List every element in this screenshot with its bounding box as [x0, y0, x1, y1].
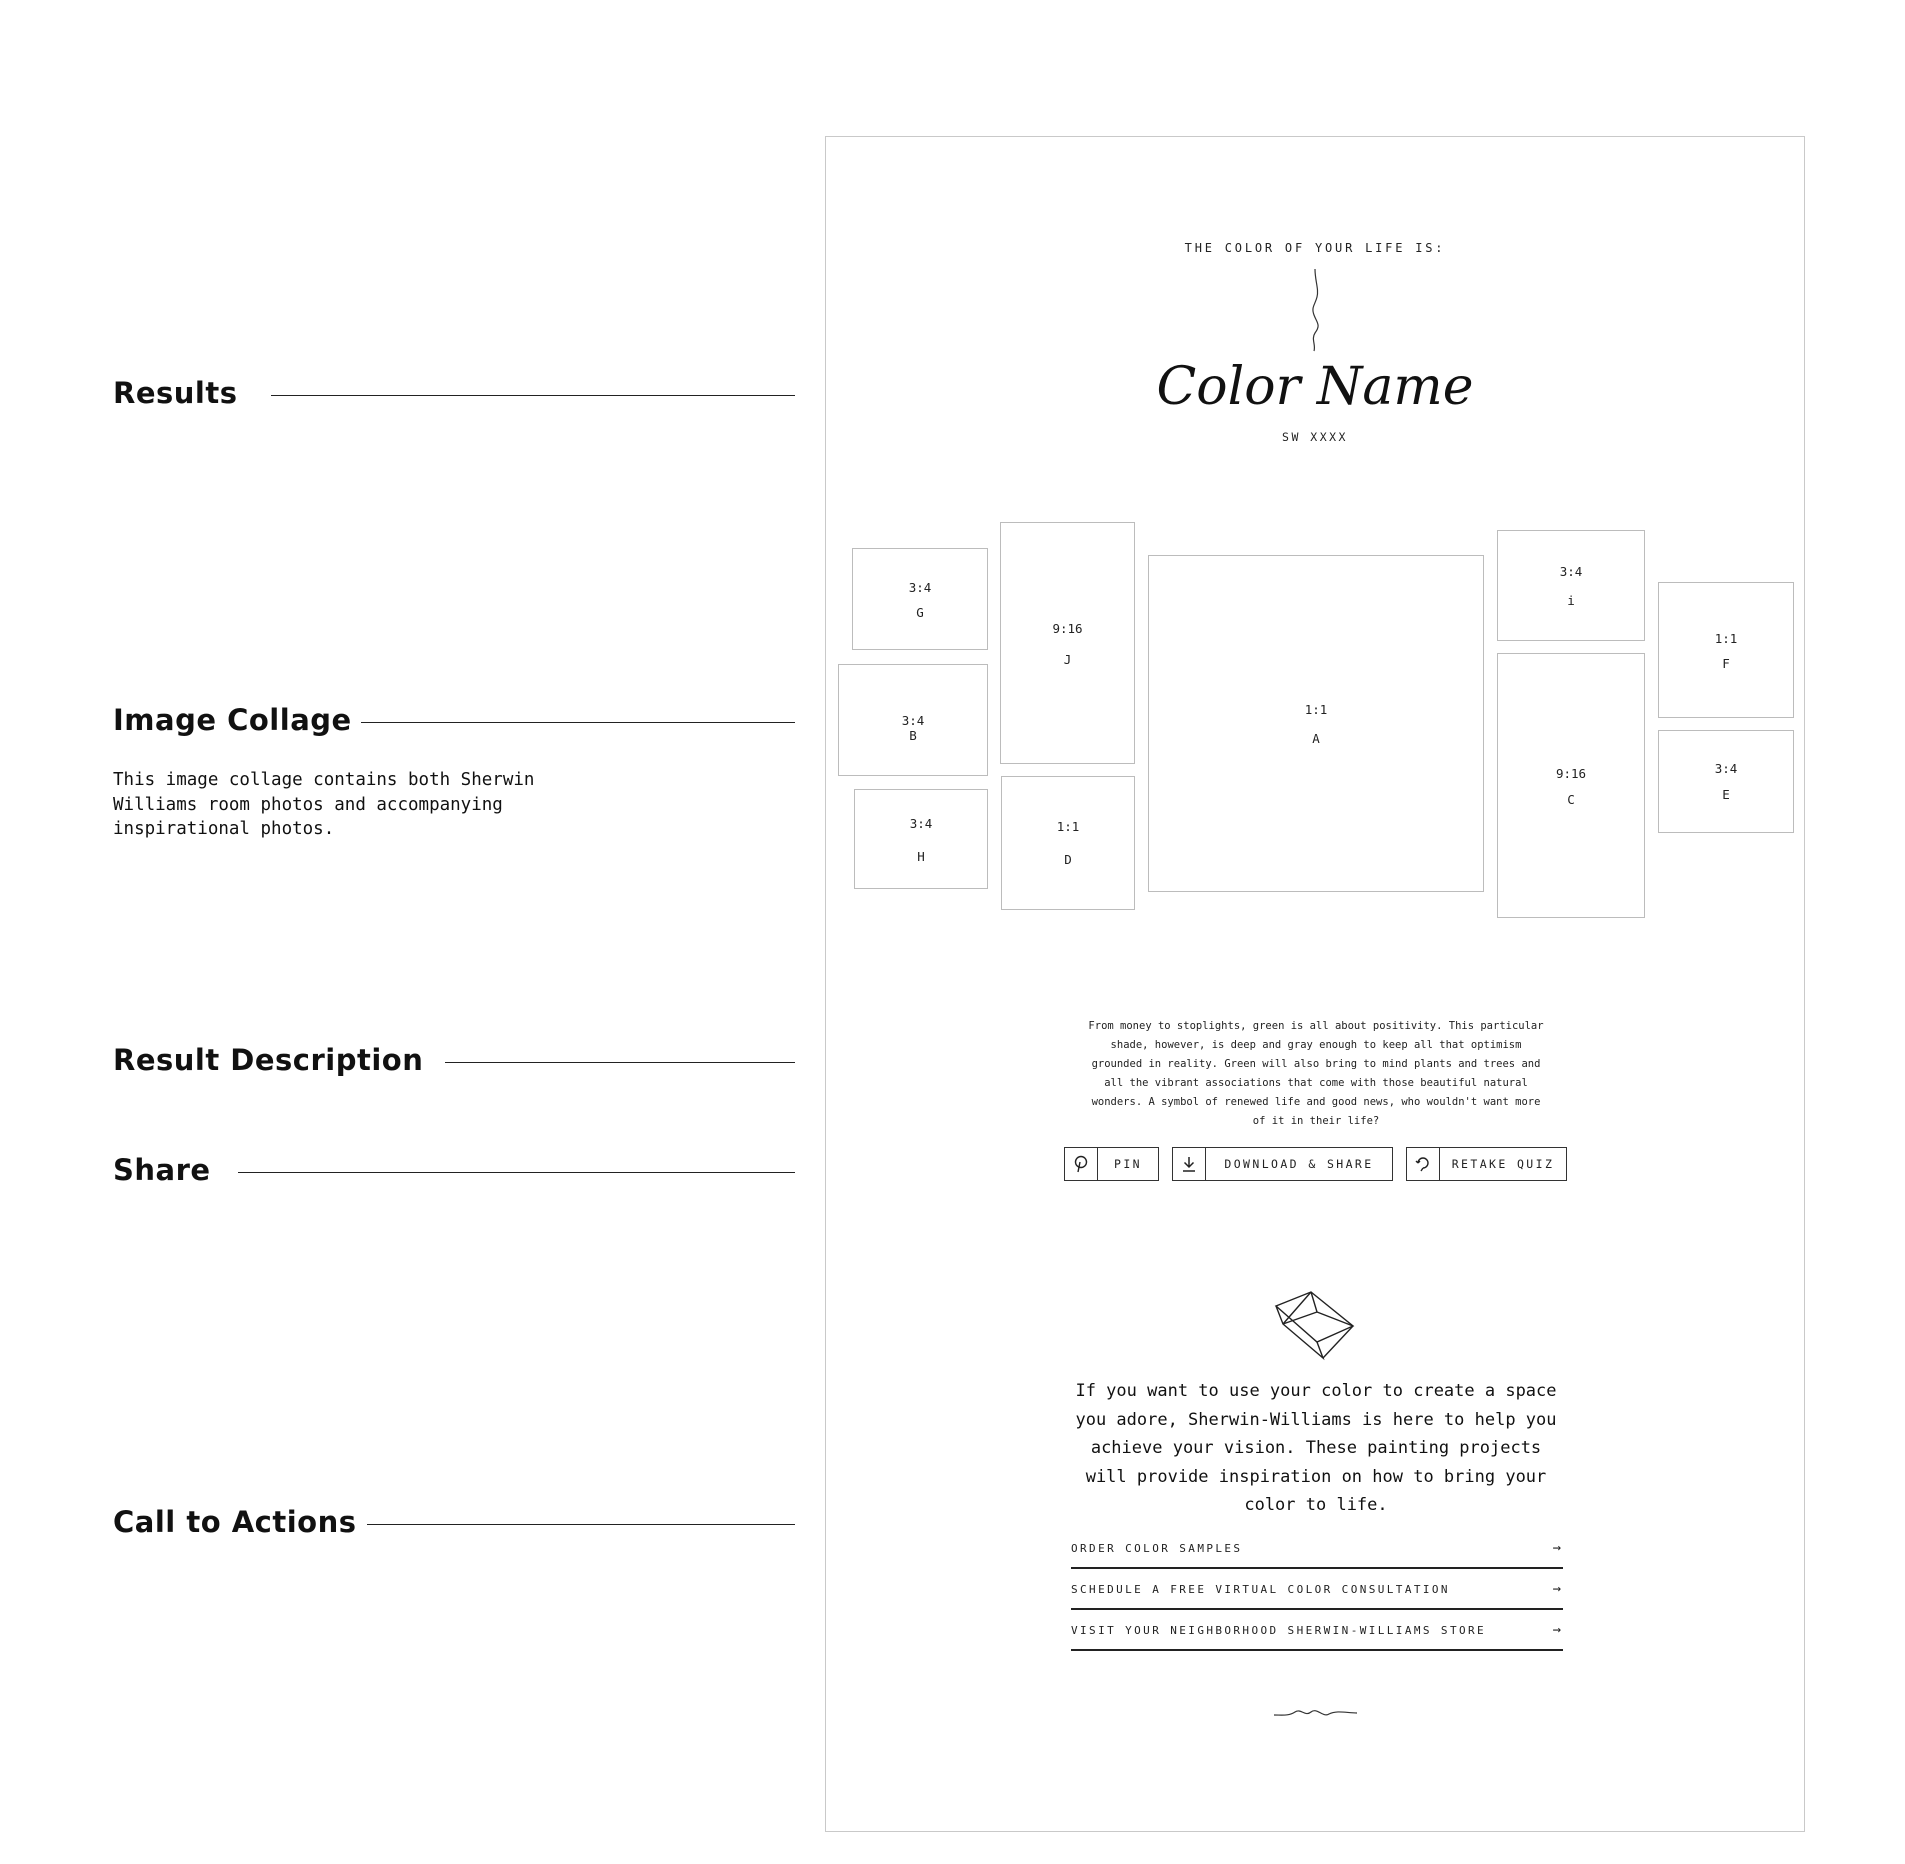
retake-icon: [1407, 1148, 1440, 1180]
cta-link-label: SCHEDULE A FREE VIRTUAL COLOR CONSULTATION: [1071, 1582, 1450, 1596]
collage-tile-h: [854, 789, 988, 889]
annotation-results: Results: [113, 376, 238, 410]
tile-letter: i: [1567, 593, 1575, 608]
collage-tile-f: [1658, 582, 1794, 718]
annotation-result-description-line: [445, 1062, 795, 1063]
collage-tile-a: [1148, 555, 1484, 892]
annotation-call-to-actions-line: [367, 1524, 795, 1525]
collage-tile-e: [1658, 730, 1794, 833]
tile-letter: J: [1063, 652, 1072, 667]
collage-tile-b: [838, 664, 988, 776]
download-icon: [1173, 1148, 1206, 1180]
tile-ratio: 1:1: [1056, 819, 1080, 834]
annotation-call-to-actions: Call to Actions: [113, 1505, 357, 1539]
annotation-image-collage: Image Collage: [113, 703, 352, 737]
tile-letter: C: [1567, 792, 1575, 807]
collage-tile-c: [1497, 653, 1645, 918]
annotation-image-collage-note: This image collage contains both Sherwin Williams room photos and accompanying inspirational photos.: [113, 770, 535, 839]
tile-letter: H: [917, 849, 925, 864]
tile-letter: G: [916, 605, 924, 620]
result-description: From money to stoplights, green is all about positivity. This particular shade, however, is deep and gray enough to keep all that optimism grounded in reality. Green will also bring to mind plants and trees and all the vibrant associations that come with those beautiful natural wonders. A symbol of renewed life and good news, who wouldn't want more of it in their life?: [1088, 1020, 1544, 1127]
annotation-result-description: Result Description: [113, 1043, 424, 1077]
annotation-share: Share: [113, 1153, 211, 1187]
collage-tile-i: [1497, 530, 1645, 641]
squiggle-divider-icon: [1301, 267, 1331, 357]
tile-ratio: 9:16: [1052, 621, 1083, 636]
pin-label: PIN: [1114, 1157, 1142, 1171]
tile-ratio: 1:1: [1304, 702, 1328, 717]
tile-ratio: 3:4: [909, 816, 933, 831]
arrow-right-icon: →: [1552, 1581, 1561, 1597]
tile-ratio: 3:4: [1559, 564, 1583, 579]
tile-ratio: 9:16: [1555, 766, 1587, 781]
pinterest-icon: [1065, 1148, 1098, 1180]
download-share-label: DOWNLOAD & SHARE: [1224, 1157, 1374, 1171]
annotation-share-line: [238, 1172, 795, 1173]
color-code: SW XXXX: [1282, 430, 1348, 444]
cta-link-label: VISIT YOUR NEIGHBORHOOD SHERWIN-WILLIAMS STORE: [1071, 1623, 1487, 1637]
tile-ratio: 3:4: [908, 580, 932, 595]
collage-tile-g: [852, 548, 988, 650]
tile-letter: E: [1722, 787, 1730, 802]
result-eyebrow: THE COLOR OF YOUR LIFE IS:: [1184, 241, 1446, 255]
cube-icon: [1271, 1282, 1361, 1362]
tile-letter: A: [1312, 731, 1320, 746]
retake-quiz-label: RETAKE QUIZ: [1451, 1157, 1555, 1171]
cta-link-label: ORDER COLOR SAMPLES: [1071, 1541, 1243, 1555]
annotation-results-line: [271, 395, 795, 396]
cta-paragraph: If you want to use your color to create a space you adore, Sherwin-Williams is here to help you achieve your vision. These painting projects will provide inspiration on how to bring your color to life.: [1075, 1381, 1557, 1515]
retake-quiz-button[interactable]: [1406, 1147, 1567, 1181]
tile-ratio: 1:1: [1714, 631, 1738, 646]
collage-tile-j: [1000, 522, 1135, 764]
results-page-mockup: [825, 136, 1805, 1832]
cta-schedule-consultation[interactable]: [1071, 1570, 1563, 1610]
tile-letter: D: [1064, 852, 1072, 867]
download-share-button[interactable]: [1172, 1147, 1393, 1181]
cta-order-color-samples[interactable]: [1071, 1529, 1563, 1569]
annotation-image-collage-line: [361, 722, 795, 723]
tile-ratio: 3:4: [1714, 761, 1738, 776]
squiggle-footer-icon: [1271, 1703, 1361, 1723]
collage-tile-d: [1001, 776, 1135, 910]
color-name-title: Color Name: [1156, 357, 1474, 417]
pin-button[interactable]: [1064, 1147, 1159, 1181]
tile-letter: B: [909, 728, 917, 743]
tile-ratio: 3:4: [901, 713, 925, 728]
tile-letter: F: [1722, 656, 1730, 671]
arrow-right-icon: →: [1552, 1540, 1561, 1556]
arrow-right-icon: →: [1552, 1622, 1561, 1638]
cta-visit-store[interactable]: [1071, 1611, 1563, 1651]
